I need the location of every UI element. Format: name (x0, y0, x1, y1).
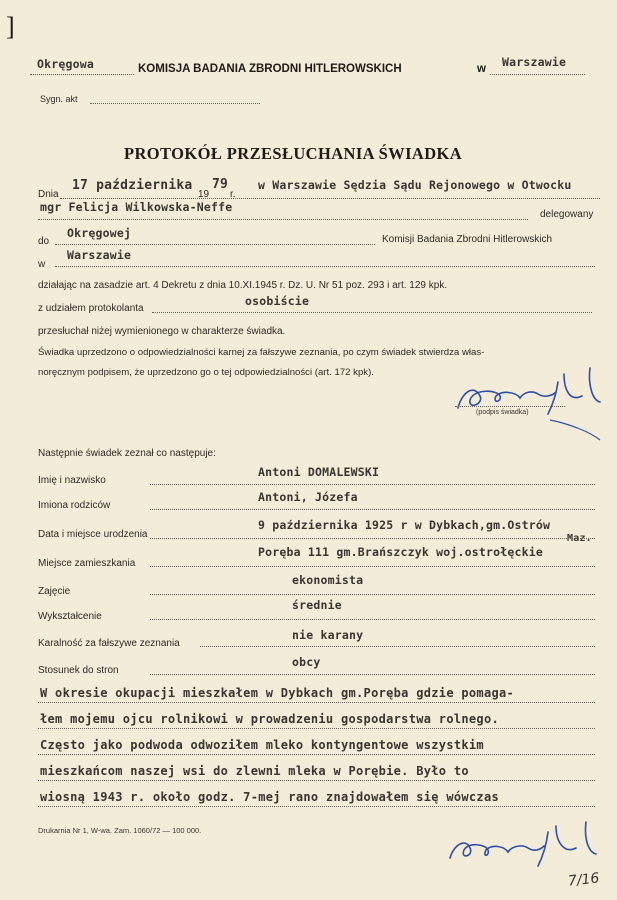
typed-year: 79 (212, 177, 229, 192)
w-label: w (38, 259, 46, 270)
field-label: Zajęcie (38, 586, 71, 597)
field-value: Antoni, Józefa (258, 490, 358, 504)
legal-basis: działając na zasadzie art. 4 Dekretu z dnia 10.XI.1945 r. Dz. U. Nr 51 poz. 293 i art. 129 kpk. (38, 280, 448, 291)
witness-signature-bottom (440, 818, 610, 880)
narrative-line: Często jako podwoda odwoziłem mleko kontyngentowe wszystkim (40, 738, 484, 752)
year-prefix: 19 (198, 189, 210, 200)
witness-signature (440, 362, 610, 444)
narrative-line: wiosną 1943 r. około godz. 7-mej rano znajdowałem się wówczas (40, 790, 500, 804)
field-value: średnie (292, 598, 342, 612)
commission-name: KOMISJA BADANIA ZBRODNI HITLEROWSKICH (138, 63, 402, 75)
narrative-line: W okresie okupacji mieszkałem w Dybkach gm.Poręba gdzie pomaga- (40, 686, 515, 700)
field-label: Imię i nazwisko (38, 475, 106, 486)
field-value: Antoni DOMALEWSKI (258, 465, 380, 479)
warning-line-1: Świadka uprzedzono o odpowiedzialności karnej za fałszywe zeznania, po czym świadek stwierdza włas- (38, 347, 485, 358)
field-value: 9 października 1925 r w Dybkach,gm.Ostrów (258, 518, 551, 532)
field-value: Poręba 111 gm.Brańszczyk woj.ostrołęckie (258, 545, 543, 559)
testimony-intro: Następnie świadek zeznał co następuje: (38, 448, 216, 459)
typed-protokolant: osobiście (245, 294, 310, 308)
field-label: Miejsce zamieszkania (38, 558, 136, 569)
typed-place-role: w Warszawie Sędzia Sądu Rejonowego w Otwocku (258, 178, 572, 192)
narrative-line: łem mojemu ojcu rolnikowi w prowadzeniu gospodarstwa rolnego. (40, 712, 500, 726)
typed-warszawie: Warszawie (67, 248, 132, 262)
field-label: Wykształcenie (38, 611, 102, 622)
dnia-label: Dnia (38, 189, 59, 200)
signature-caption: (podpis świadka) (476, 409, 529, 416)
typed-city: Warszawie (502, 55, 567, 69)
field-label: Imiona rodziców (38, 500, 111, 511)
komisji-label: Komisji Badania Zbrodni Hitlerowskich (382, 234, 553, 245)
do-label: do (38, 236, 50, 247)
birth-place-extra: Maz. (567, 533, 592, 544)
margin-bracket: ] (6, 12, 15, 41)
field-value: nie karany (292, 628, 364, 642)
field-value: obcy (292, 655, 321, 669)
field-value: ekonomista (292, 573, 364, 587)
warning-line-2: noręcznym podpisem, że uprzedzono go o tej odpowiedzialności (art. 172 kpk). (38, 367, 374, 378)
delegowany-label: delegowany (540, 209, 594, 220)
typed-district: Okręgowa (37, 57, 94, 71)
typed-okregowej: Okręgowej (67, 226, 132, 240)
printer-footer: Drukarnia Nr 1, W-wa. Zam. 1060/72 — 100 000. (38, 826, 202, 835)
field-label: Stosunek do stron (38, 665, 119, 676)
year-suffix: r. (230, 189, 236, 200)
header-w: w (477, 63, 486, 75)
typed-judge-name: mgr Felicja Wilkowska-Neffe (40, 200, 233, 214)
typed-day: 17 października (72, 178, 193, 193)
sygn-label: Sygn. akt (40, 94, 78, 104)
field-label: Data i miejsce urodzenia (38, 529, 148, 540)
field-label: Karalność za fałszywe zeznania (38, 638, 180, 649)
przesluchal-text: przesłuchał niżej wymienionego w charakterze świadka. (38, 326, 286, 337)
narrative-line: mieszkańcom naszej wsi do zlewni mleka w Porębie. Było to (40, 764, 469, 778)
document-title: PROTOKÓŁ PRZESŁUCHANIA ŚWIADKA (124, 144, 463, 163)
page-number: 7/16 (567, 870, 601, 890)
protokolant-label: z udziałem protokolanta (38, 303, 144, 314)
